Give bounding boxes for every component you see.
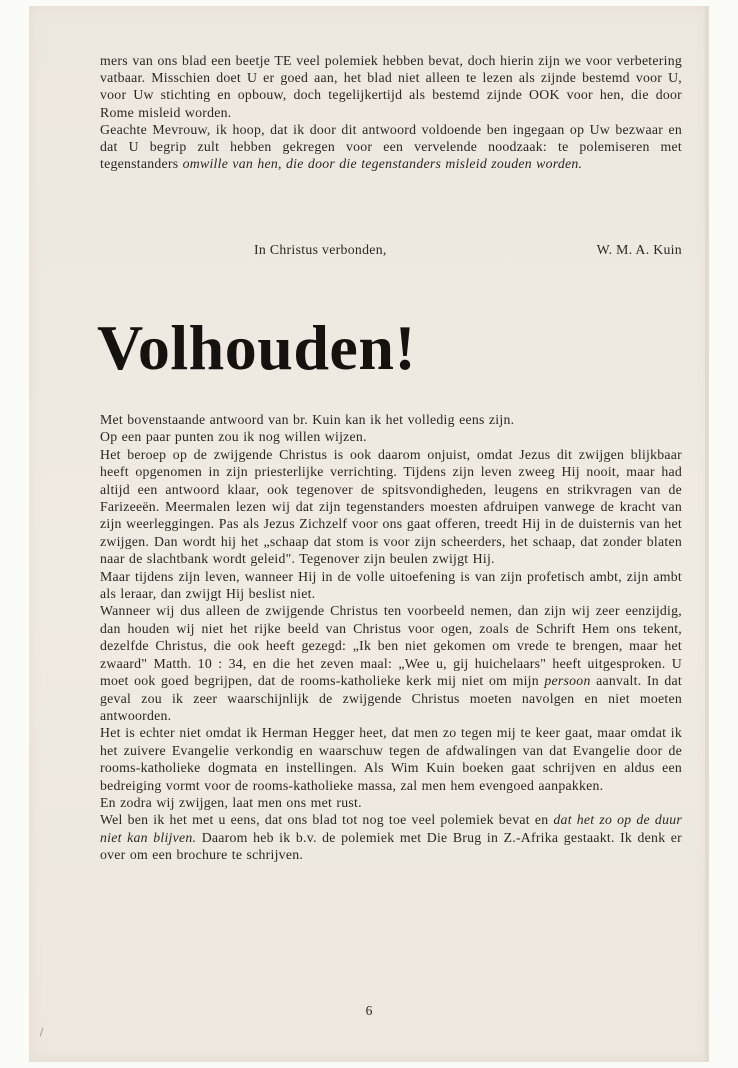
letter-signature: W. M. A. Kuin bbox=[596, 242, 682, 257]
letter-conclusion bbox=[100, 52, 682, 172]
article-title: Volhouden! bbox=[97, 312, 417, 383]
article-emphasis: dat het zo op de duur niet kan blijven. bbox=[100, 812, 682, 845]
article-emphasis: persoon bbox=[544, 673, 591, 689]
article-text: Wel ben ik het met u eens, dat ons blad tot nog toe veel polemiek bevat en bbox=[100, 812, 554, 828]
article-paragraph: Het is echter niet omdat ik Herman Hegger heet, dat men zo tegen mij te keer gaat, maar omdat ik het zuivere Evangelie verkondig en waarschuw tegen de afdwalingen van dat Evangelie door de rooms-katholieke dogmata en instellingen. Als Wim Kuin boeken gaat schrijven en aldus een bedreiging vormt voor de rooms-katholieke massa, zal men hem evengoed aanpakken. bbox=[100, 725, 682, 793]
article-body bbox=[100, 411, 682, 864]
letter-paragraph bbox=[100, 121, 682, 173]
article-paragraph: Maar tijdens zijn leven, wanneer Hij in de volle uitoefening is van zijn profetisch ambt, zijn ambt als leraar, dan zwijgt Hij beslist niet. bbox=[100, 568, 682, 602]
article-text: aanvalt. In dat geval zou ik zeer waarschijnlijk de zwijgende Christus moeten navolgen en niet moeten antwoorden. bbox=[100, 673, 682, 723]
article-paragraph: Op een paar punten zou ik nog willen wijzen. bbox=[100, 429, 367, 445]
article-paragraph bbox=[100, 811, 682, 863]
article-paragraph: Het beroep op de zwijgende Christus is ook daarom onjuist, omdat Jezus dit zwijgen blijkbaar heeft opgenomen in zijn priesterlijke verrichting. Tijdens zijn leven zweeg Hij nooit, maar had altijd een antwoord klaar, ook tegenover de spitsvondigheden, leugens en strikvragen van de Farizeeën. Meermalen lezen wij dat zijn tegenstanders moesten afdruipen vanwege de kracht van zijn weerleggingen. Pas als Jezus Zichzelf voor ons gaat offeren, treedt Hij in de duisternis van het zwijgen. Dan wordt hij het „schaap dat stom is voor zijn scheerders, het schaap, dat zonder blaten naar de slachtbank wordt geleid". Tegenover zijn beulen zwijgt Hij. bbox=[100, 446, 682, 567]
margin-mark bbox=[40, 1028, 47, 1038]
letter-emphasis: omwille van hen, die door die tegenstanders misleid zouden worden. bbox=[182, 156, 583, 172]
letter-paragraph: mers van ons blad een beetje TE veel polemiek hebben bevat, doch hierin zijn we voor verbetering vatbaar. Misschien doet U er goed aan, het blad niet alleen te lezen als zijnde bestemd voor U, voor Uw stichting en opbouw, doch tegelijkertijd als bestemd zijnde OOK voor hen, die door Rome misleid worden. bbox=[100, 53, 682, 120]
article-paragraph bbox=[100, 602, 682, 724]
closing-salutation: In Christus verbonden, bbox=[254, 242, 387, 257]
article-text: Wanneer wij dus alleen de zwijgende Christus ten voorbeeld nemen, dan zijn wij zeer eenzijdig, dan houden wij niet het rijke beeld van Christus voor ogen, zoals de Schrift Hem ons tekent, dezelfde Christus, die ook heeft gezegd: „Ik ben niet gekomen om vrede te brengen, maar het zwaard" Matth. 10 : 34, en die het zeven maal: „Wee u, gij huichelaars" heeft uitgesproken. U moet ook goed begrijpen, dat de rooms-katholieke kerk mij niet om mijn bbox=[100, 603, 682, 689]
article-text: Daarom heb ik b.v. de polemiek met Die Brug in Z.-Afrika gestaakt. Ik denk er over om een brochure te schrijven. bbox=[100, 829, 682, 863]
letter-text: Geachte Mevrouw, ik hoop, dat ik door dit antwoord voldoende ben ingegaan op Uw bezwaar en dat U begrip zult hebben gekregen voor een vervelende noodzaak: te polemiseren met tegenstanders bbox=[100, 121, 682, 172]
book-page bbox=[29, 6, 709, 1062]
page-number: 6 bbox=[365, 1003, 373, 1018]
article-paragraph: En zodra wij zwijgen, laat men ons met rust. bbox=[100, 794, 362, 810]
article-paragraph: Met bovenstaande antwoord van br. Kuin kan ik het volledig eens zijn. bbox=[100, 412, 515, 427]
letter-closing bbox=[100, 242, 682, 259]
